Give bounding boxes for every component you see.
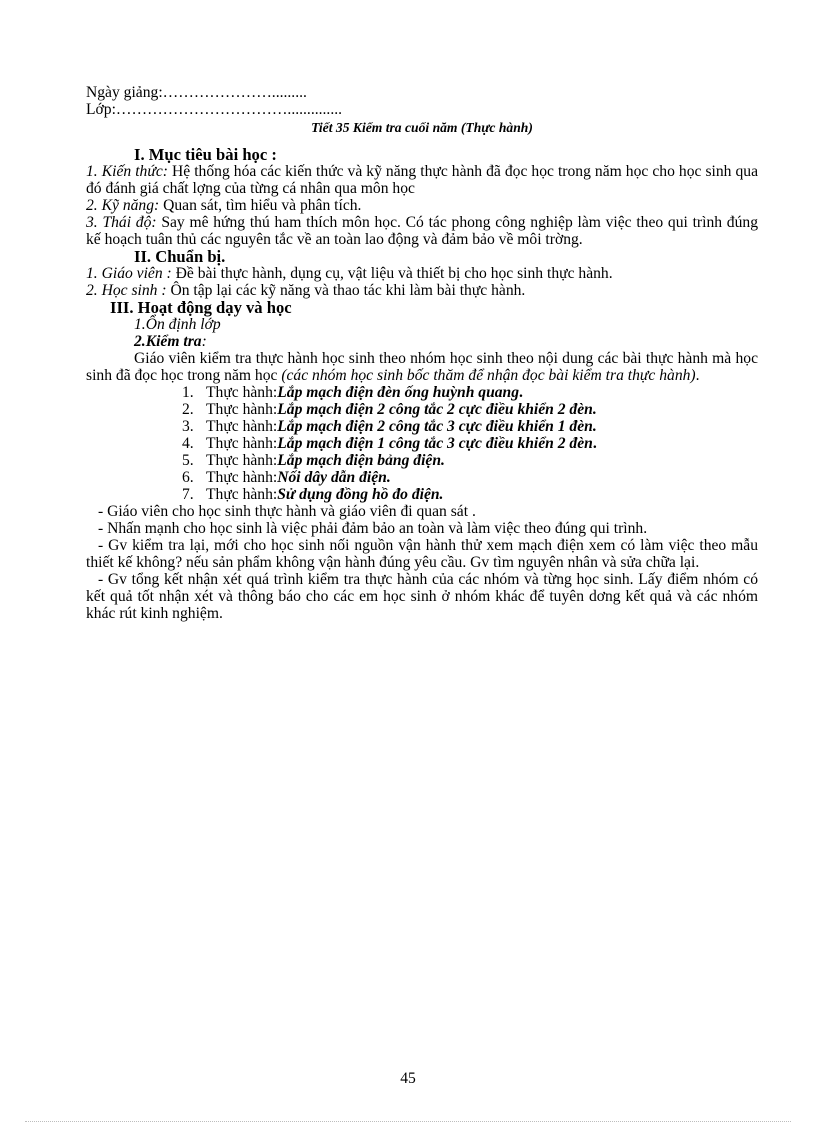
bottom-divider	[25, 1121, 791, 1122]
practice-end: .	[519, 384, 523, 401]
lesson-title: Tiết 35 Kiểm tra cuối năm (Thực hành)	[311, 120, 533, 135]
practice-prefix: Thực hành:	[206, 486, 278, 503]
skill-text: Quan sát, tìm hiểu và phân tích.	[159, 197, 362, 214]
list-item	[182, 418, 758, 435]
date-line: Ngày giảng:………………….........	[86, 84, 307, 101]
check-intro	[86, 350, 758, 384]
practice-title: Lắp mạch điện đèn ống huỳnh quang	[277, 384, 520, 401]
lesson-content	[86, 84, 758, 622]
list-item	[182, 401, 758, 418]
teacher-label: 1. Giáo viên :	[86, 265, 172, 282]
step-stabilize-class: 1.Ổn định lớp	[134, 316, 221, 333]
objective-attitude	[86, 214, 758, 248]
knowledge-label: 1. Kiến thức:	[86, 163, 168, 180]
attitude-label: 3. Thái độ:	[86, 214, 157, 231]
paragraph-observe: - Giáo viên cho học sinh thực hành và giáo viên đi quan sát .	[98, 503, 476, 520]
list-item	[182, 384, 758, 401]
check-intro-text: Giáo viên kiểm tra thực hành học sinh theo nhóm học sinh theo nội dung các bài thực hành mà học sinh đã đọc học trong năm học	[86, 350, 758, 384]
section-activities-heading: III. Hoạt động dạy và học	[110, 298, 292, 317]
section-objectives-heading: I. Mục tiêu bài học :	[134, 145, 277, 164]
practice-prefix: Thực hành:	[206, 384, 278, 401]
practice-number: 3.	[182, 418, 194, 435]
practice-prefix: Thực hành:	[206, 418, 278, 435]
class-line: Lớp:……………………………..............	[86, 101, 343, 118]
skill-label: 2. Kỹ năng:	[86, 197, 160, 214]
practice-title: Nối dây dẫn điện.	[277, 469, 391, 486]
check-intro-end: .	[695, 367, 700, 384]
list-item	[182, 469, 758, 486]
practice-prefix: Thực hành:	[206, 435, 278, 452]
practice-number: 5.	[182, 452, 194, 469]
paragraph-recheck: - Gv kiểm tra lại, mới cho học sinh nối nguồn vận hành thử xem mạch điện xem có làm việc theo mẫu thiết kế không? nếu sản phẩm không vận hành đúng yêu cầu. Gv tìm nguyên nhân và sửa chữa lại.	[86, 537, 758, 571]
list-item	[182, 435, 758, 452]
student-label: 2. Học sinh :	[86, 282, 167, 299]
practice-number: 1.	[182, 384, 194, 401]
practice-number: 2.	[182, 401, 194, 418]
prep-student	[86, 282, 758, 299]
practice-title: Sử dụng đồng hồ đo điện.	[277, 486, 444, 503]
page-number: 45	[400, 1070, 416, 1087]
practice-list	[86, 384, 758, 503]
practice-title: Lắp mạch điện 2 công tắc 2 cực điều khiển 2 đèn.	[277, 401, 597, 418]
practice-title: Lắp mạch điện 2 công tắc 3 cực điều khiển 1 đèn.	[277, 418, 597, 435]
list-item	[182, 452, 758, 469]
knowledge-text: Hệ thống hóa các kiến thức và kỹ năng thực hành đã đọc học trong năm học cho học sinh qua đó đánh giá chất lợng của từng cá nhân qua môn học	[86, 163, 758, 197]
teacher-text: Đề bài thực hành, dụng cụ, vật liệu và thiết bị cho học sinh thực hành.	[171, 265, 613, 282]
practice-end: .	[592, 435, 597, 452]
practice-number: 6.	[182, 469, 194, 486]
step-check-label: 2.Kiểm tra	[134, 333, 202, 350]
step-check-colon: :	[201, 333, 207, 350]
practice-prefix: Thực hành:	[206, 469, 278, 486]
attitude-text: Say mê hứng thú ham thích môn học. Có tác phong công nghiệp làm việc theo qui trình đúng kế hoạch tuân thủ các nguyên tắc về an toàn lao động và đảm bảo về môi trờng.	[86, 214, 758, 248]
practice-prefix: Thực hành:	[206, 401, 278, 418]
student-text: Ôn tập lại các kỹ năng và thao tác khi làm bài thực hành.	[166, 282, 526, 299]
practice-prefix: Thực hành:	[206, 452, 278, 469]
prep-teacher	[86, 265, 758, 282]
paragraph-safety: - Nhấn mạnh cho học sinh là việc phải đảm bảo an toàn và làm việc theo đúng qui trình.	[98, 520, 648, 537]
check-intro-note: (các nhóm học sinh bốc thăm để nhận đọc bài kiểm tra thực hành)	[281, 367, 696, 384]
objective-knowledge	[86, 163, 758, 197]
list-item	[182, 486, 758, 503]
practice-title: Lắp mạch điện 1 công tắc 3 cực điều khiển 2 đèn	[277, 435, 593, 452]
practice-title: Lắp mạch điện bảng điện.	[277, 452, 445, 469]
practice-number: 4.	[182, 435, 194, 452]
paragraph-summary: - Gv tổng kết nhận xét quá trình kiểm tra thực hành của các nhóm và từng học sinh. Lấy điểm nhóm có kết quả tốt nhận xét và thông báo cho các em học sinh ở nhóm khác để tuyên dơng kết quả và các nhóm khác rút kinh nghiệm.	[86, 571, 758, 622]
section-preparation-heading: II. Chuẩn bị.	[134, 247, 226, 266]
practice-number: 7.	[182, 486, 194, 503]
step-check	[86, 333, 758, 350]
objective-skill	[86, 197, 758, 214]
